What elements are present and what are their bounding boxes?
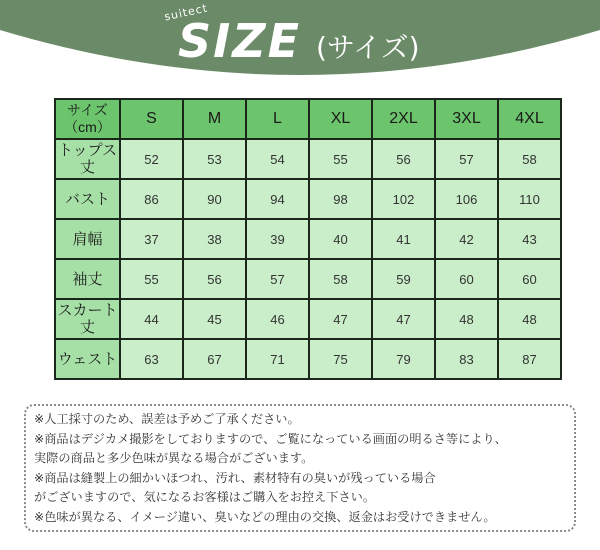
table-row <box>55 219 561 259</box>
header-banner <box>0 0 600 86</box>
table-cell: 41 <box>372 219 435 259</box>
row-label-line2: 丈 <box>79 319 95 336</box>
table-cell: 45 <box>183 299 246 339</box>
table-cell: 63 <box>120 339 183 379</box>
table-cell: 86 <box>120 179 183 219</box>
table-row <box>55 339 561 379</box>
row-label-line1: 袖丈 <box>72 270 103 288</box>
table-cell: 57 <box>246 259 309 299</box>
row-label-waist <box>55 339 120 379</box>
size-title: SIZE <box>178 14 302 68</box>
row-label-skirt-length <box>55 299 120 339</box>
table-cell: 47 <box>372 299 435 339</box>
table-cell: 58 <box>498 139 561 179</box>
table-row <box>55 259 561 299</box>
brand-small-text: suitect <box>163 1 210 24</box>
table-cell: 40 <box>309 219 372 259</box>
table-row <box>55 179 561 219</box>
table-cell: 56 <box>183 259 246 299</box>
table-cell: 42 <box>435 219 498 259</box>
table-cell: 60 <box>435 259 498 299</box>
table-cell: 75 <box>309 339 372 379</box>
size-subtitle: (サイズ) <box>316 31 420 64</box>
table-cell: 106 <box>435 179 498 219</box>
row-label-line1: スカート <box>57 302 118 319</box>
row-label-sleeve <box>55 259 120 299</box>
table-cell: 38 <box>183 219 246 259</box>
row-label-line2: 丈 <box>79 159 95 176</box>
table-cell: 54 <box>246 139 309 179</box>
table-cell: 71 <box>246 339 309 379</box>
table-cell: 83 <box>435 339 498 379</box>
table-cell: 39 <box>246 219 309 259</box>
table-cell: 52 <box>120 139 183 179</box>
size-table <box>54 98 562 380</box>
row-label-tops-length <box>55 139 120 179</box>
size-header-xl: XL <box>309 99 372 139</box>
row-label-line1: ウェスト <box>57 350 118 368</box>
table-row <box>55 139 561 179</box>
size-header-s: S <box>120 99 183 139</box>
note-line: がございますので、気になるお客様はご購入をお控え下さい。 <box>34 490 376 505</box>
table-cell: 46 <box>246 299 309 339</box>
table-cell: 43 <box>498 219 561 259</box>
table-cell: 55 <box>309 139 372 179</box>
table-cell: 47 <box>309 299 372 339</box>
row-label-line1: 肩幅 <box>72 230 103 248</box>
table-cell: 53 <box>183 139 246 179</box>
table-cell: 59 <box>372 259 435 299</box>
row-label-line1: バスト <box>64 190 110 208</box>
size-header-3xl: 3XL <box>435 99 498 139</box>
table-cell: 44 <box>120 299 183 339</box>
note-line: 実際の商品と多少色味が異なる場合がございます。 <box>34 451 314 466</box>
row-label-bust <box>55 179 120 219</box>
table-cell: 48 <box>435 299 498 339</box>
note-line: ※商品はデジカメ撮影をしておりますので、ご覧になっている画面の明るさ等により、 <box>34 431 507 446</box>
table-cell: 110 <box>498 179 561 219</box>
size-header-m: M <box>183 99 246 139</box>
corner-label-2: （cm） <box>64 119 111 135</box>
table-cell: 60 <box>498 259 561 299</box>
table-cell: 102 <box>372 179 435 219</box>
table-cell: 79 <box>372 339 435 379</box>
size-header-l: L <box>246 99 309 139</box>
corner-label-1: サイズ <box>67 102 108 118</box>
notes-box <box>24 404 576 532</box>
table-cell: 56 <box>372 139 435 179</box>
table-cell: 94 <box>246 179 309 219</box>
table-cell: 55 <box>120 259 183 299</box>
size-header-4xl: 4XL <box>498 99 561 139</box>
table-cell: 57 <box>435 139 498 179</box>
note-line: ※商品は縫製上の細かいほつれ、汚れ、素材特有の臭いが残っている場合 <box>34 470 436 485</box>
corner-cell <box>55 99 120 139</box>
table-cell: 67 <box>183 339 246 379</box>
table-cell: 48 <box>498 299 561 339</box>
note-line: ※色味が異なる、イメージ違い、臭いなどの理由の交換、返金はお受けできません。 <box>34 509 496 524</box>
table-cell: 87 <box>498 339 561 379</box>
row-label-line1: トップス <box>58 142 117 159</box>
size-header-2xl: 2XL <box>372 99 435 139</box>
table-header-row <box>55 99 561 139</box>
row-label-shoulder <box>55 219 120 259</box>
table-row <box>55 299 561 339</box>
table-cell: 58 <box>309 259 372 299</box>
table-cell: 98 <box>309 179 372 219</box>
table-cell: 90 <box>183 179 246 219</box>
note-line: ※人工採寸のため、誤差は予めご了承ください。 <box>34 412 300 426</box>
table-cell: 37 <box>120 219 183 259</box>
